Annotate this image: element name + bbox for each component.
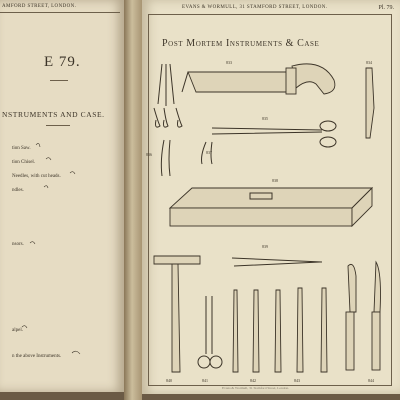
plate-label: E 79. [44,54,81,70]
figure-number: 839 [262,244,268,249]
list-item: tion Saw. [12,146,31,151]
chain-hooks-illustration [154,64,182,127]
figure-number: 842 [250,378,256,383]
figure-number: 836 [146,152,152,157]
left-subtitle: NSTRUMENTS AND CASE. [2,110,105,119]
instrument-case-illustration [170,188,372,226]
saw-illustration [182,64,335,94]
figure-number: 833 [226,60,232,65]
list-item: tion Chisel. [12,160,36,165]
right-page [142,0,400,394]
list-item: nsors. [12,242,24,247]
figure-number: 835 [262,116,268,121]
forceps-illustration [232,258,322,266]
curved-needles-illustration [161,140,212,176]
list-item: n the above Instruments. [12,354,62,359]
book-gutter [124,0,142,400]
scissors-illustration [212,121,336,147]
plate-footer: Evans & Wormull, 31 Stamford Street, London. [222,386,290,390]
figure-number: 837 [206,150,212,155]
probes-illustration [198,288,327,372]
left-running-head: AMFORD STREET, LONDON. [2,4,77,9]
knives-illustration [346,262,381,370]
instruments-engraving [142,0,400,394]
list-item: alpel. [12,328,23,333]
figure-number: 843 [294,378,300,383]
page-number: Pl. 79. [378,5,394,11]
figure-number: 838 [272,178,278,183]
handwritten-marks [0,0,124,392]
figure-number: 840 [166,378,172,383]
chisel-illustration [366,68,374,138]
left-page [0,0,124,392]
figure-number: 834 [366,60,372,65]
list-item: ndles. [12,188,24,193]
plate-title: Post Mortem Instruments & Case [162,38,320,49]
right-running-head: EVANS & WORMULL, 31 STAMFORD STREET, LONDON. [182,5,328,10]
figure-number: 841 [202,378,208,383]
list-item: Needles, with cut heads. [12,174,61,179]
figure-number: 844 [368,378,374,383]
hammer-illustration [154,256,200,372]
